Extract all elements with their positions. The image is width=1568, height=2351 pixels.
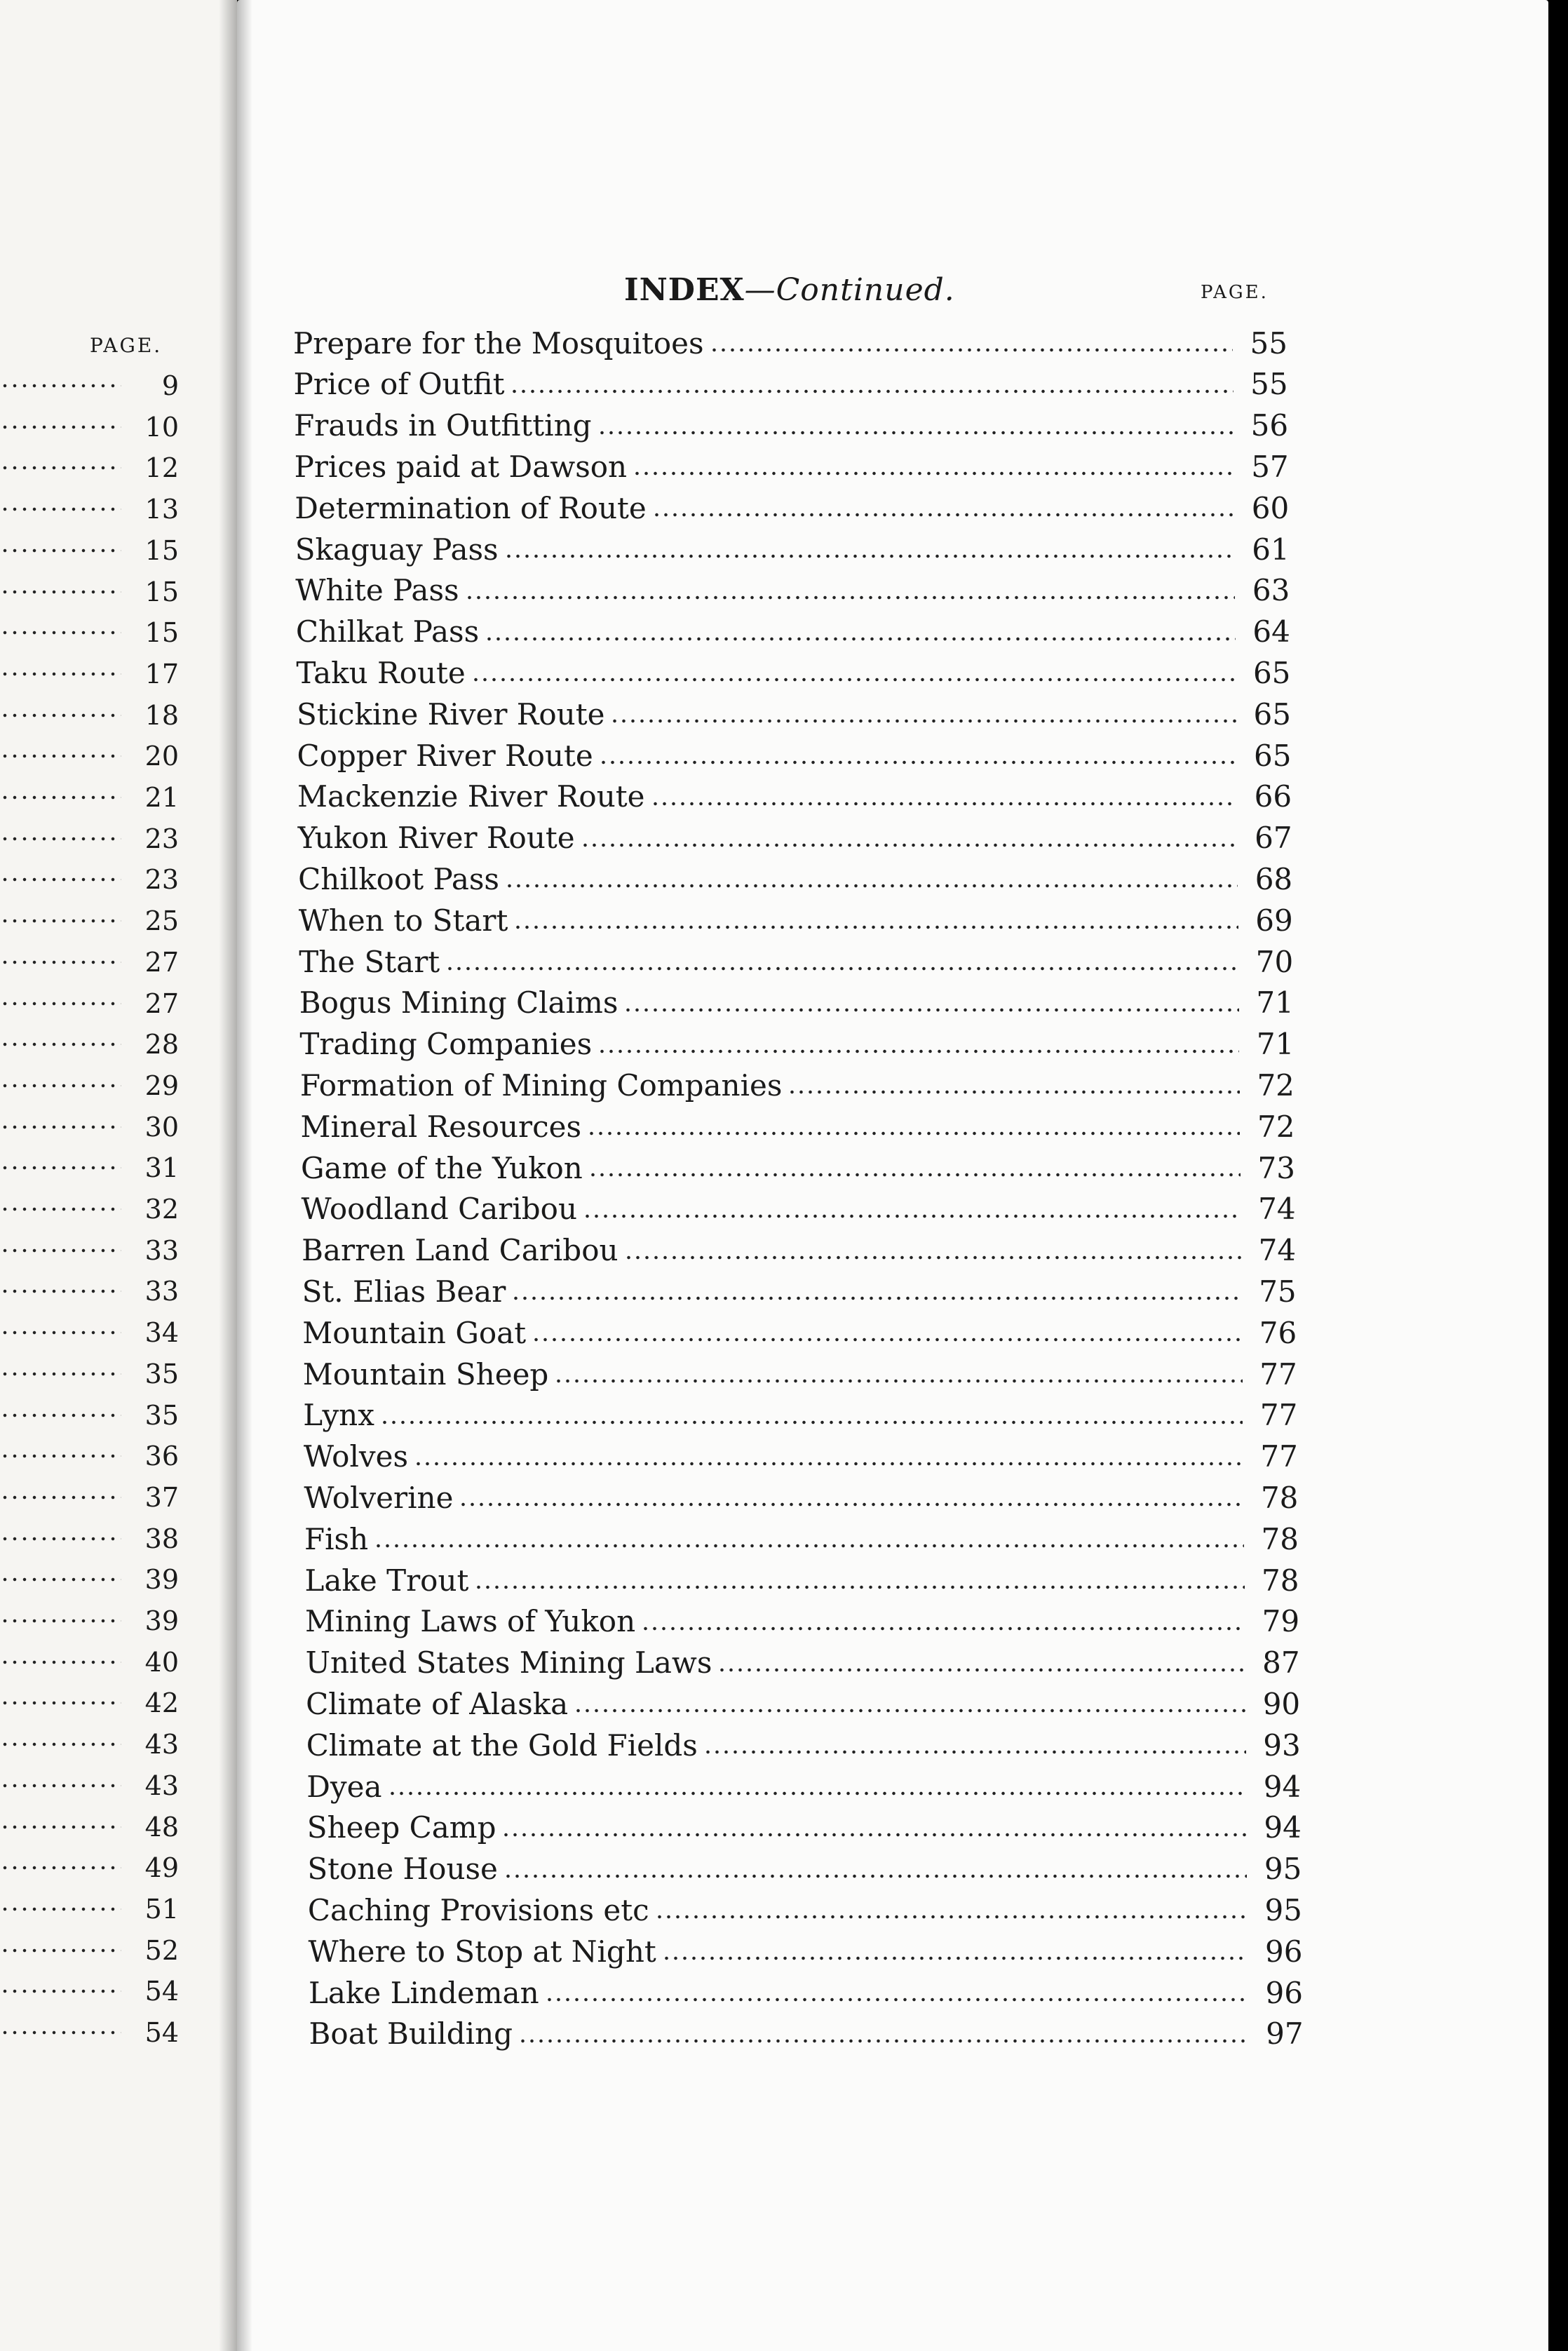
left-page-row xyxy=(0,1807,179,1847)
index-entry-title: Dyea xyxy=(306,1769,382,1804)
dot-leader xyxy=(0,1331,121,1335)
dot-leader xyxy=(788,1090,1239,1094)
left-page-number: 51 xyxy=(144,1893,179,1925)
index-entry-page: 78 xyxy=(1262,1563,1299,1598)
left-page-number: 39 xyxy=(144,1564,179,1596)
index-entry xyxy=(302,1189,1296,1230)
left-page-number: 35 xyxy=(144,1358,179,1389)
left-page-number: 23 xyxy=(144,864,179,896)
dot-leader xyxy=(471,678,1236,682)
index-entry-title: Woodland Caribou xyxy=(301,1192,577,1227)
dot-leader xyxy=(465,595,1236,600)
left-page-row xyxy=(0,654,179,694)
dot-leader xyxy=(0,1248,121,1253)
index-entry xyxy=(309,2014,1304,2054)
dot-leader xyxy=(388,1791,1247,1796)
dot-leader xyxy=(459,1502,1243,1507)
dot-leader xyxy=(0,1372,121,1376)
dot-leader xyxy=(0,1577,121,1582)
left-page-number: 15 xyxy=(144,534,179,566)
index-entry-page: 74 xyxy=(1258,1192,1296,1227)
dot-leader xyxy=(513,925,1238,929)
index-entry-page: 55 xyxy=(1250,325,1287,361)
index-entry xyxy=(299,941,1293,982)
page-column-label: PAGE. xyxy=(1201,282,1269,303)
dot-leader xyxy=(0,713,121,718)
index-entry-title: Taku Route xyxy=(296,655,466,690)
index-entry xyxy=(298,858,1292,899)
left-page-row xyxy=(0,1848,179,1887)
index-entry-title: Climate at the Gold Fields xyxy=(306,1727,698,1763)
dot-leader xyxy=(0,1125,121,1129)
left-page-row xyxy=(0,860,179,899)
index-entry-page: 95 xyxy=(1264,1852,1302,1887)
index-entry-title: Where to Stop at Night xyxy=(308,1934,656,1969)
dot-leader xyxy=(599,760,1237,764)
left-page-row xyxy=(0,819,179,858)
left-page-number: 20 xyxy=(144,741,179,772)
index-entry xyxy=(308,1931,1302,1972)
left-page-number: 43 xyxy=(144,1729,179,1760)
dot-leader xyxy=(0,1866,121,1870)
index-entry xyxy=(299,983,1294,1023)
left-page-number: 10 xyxy=(144,411,179,443)
index-entry-page: 77 xyxy=(1259,1356,1297,1392)
index-entry-page: 94 xyxy=(1263,1769,1302,1804)
index-entry-page: 55 xyxy=(1250,367,1288,402)
left-page-row xyxy=(0,1560,179,1599)
index-entry xyxy=(306,1766,1301,1807)
left-page-row xyxy=(0,1025,179,1064)
left-page-row xyxy=(0,1231,179,1270)
index-entry-title: Lake Lindeman xyxy=(309,1975,539,2010)
dot-leader xyxy=(374,1544,1244,1548)
left-page-row xyxy=(0,531,179,570)
index-entry-title: White Pass xyxy=(295,573,459,608)
index-entry-page: 71 xyxy=(1256,1027,1295,1062)
left-page-number: 40 xyxy=(144,1646,179,1678)
dot-leader xyxy=(511,1296,1241,1300)
index-entry xyxy=(308,1889,1302,1930)
dot-leader xyxy=(710,348,1233,352)
index-entry-page: 60 xyxy=(1251,490,1290,525)
index-entry xyxy=(303,1354,1297,1394)
dot-leader xyxy=(587,1131,1240,1136)
dot-leader xyxy=(581,843,1238,847)
index-entry-title: Yukon River Route xyxy=(297,821,575,856)
left-page-number: 33 xyxy=(144,1276,179,1307)
left-page-row xyxy=(0,1478,179,1517)
index-entry xyxy=(306,1683,1300,1724)
left-page-number: 28 xyxy=(144,1029,179,1060)
index-title xyxy=(624,272,955,308)
left-page-row xyxy=(0,1931,179,1970)
left-page-number: 38 xyxy=(144,1523,179,1554)
dot-leader xyxy=(583,1214,1241,1218)
dot-leader xyxy=(574,1709,1245,1713)
dot-leader xyxy=(505,884,1238,888)
dot-leader xyxy=(0,1742,121,1746)
index-entry xyxy=(304,1436,1298,1477)
left-page-row xyxy=(0,1725,179,1764)
index-entry xyxy=(301,1147,1295,1188)
index-entry-title: Price of Outfit xyxy=(293,367,505,402)
dot-leader xyxy=(532,1338,1242,1342)
left-page-row xyxy=(0,1107,179,1147)
index-entry xyxy=(296,652,1290,693)
left-page-row xyxy=(0,696,179,735)
index-entry-page: 63 xyxy=(1252,573,1290,608)
dot-leader xyxy=(0,1084,121,1088)
dot-leader xyxy=(380,1420,1243,1424)
left-page-number: 42 xyxy=(144,1688,179,1719)
scan-right-edge xyxy=(1548,0,1568,2351)
index-entry xyxy=(300,1106,1295,1147)
index-entry-title: Caching Provisions etc xyxy=(307,1892,649,1927)
dot-leader xyxy=(0,425,121,429)
index-entry-page: 64 xyxy=(1252,614,1290,649)
dot-leader xyxy=(0,1907,121,1911)
left-page-number: 32 xyxy=(144,1194,179,1225)
dot-leader xyxy=(0,672,121,676)
index-entry-title: Stickine River Route xyxy=(296,696,605,732)
index-entry-title: Climate of Alaska xyxy=(306,1686,569,1721)
left-page-row xyxy=(0,490,179,529)
index-entry-page: 72 xyxy=(1257,1109,1295,1144)
index-entry-title: Mountain Goat xyxy=(302,1315,527,1350)
left-page-number: 15 xyxy=(144,617,179,649)
index-entry-page: 73 xyxy=(1257,1150,1295,1185)
left-page-row xyxy=(0,1683,179,1723)
index-entry xyxy=(299,900,1293,941)
left-page-row xyxy=(0,901,179,941)
index-entry xyxy=(297,735,1292,776)
left-page-row xyxy=(0,2013,179,2052)
left-page-number: 29 xyxy=(144,1070,179,1101)
left-page-number: 30 xyxy=(144,1111,179,1143)
index-entry-page: 90 xyxy=(1262,1686,1301,1721)
left-page-row xyxy=(0,572,179,612)
dot-leader xyxy=(0,548,121,553)
dot-leader xyxy=(0,590,121,594)
left-page-row xyxy=(0,1436,179,1476)
dot-leader xyxy=(0,1413,121,1417)
left-page-row xyxy=(0,1601,179,1641)
index-entry-title: St. Elias Bear xyxy=(302,1274,506,1309)
dot-leader xyxy=(624,1255,1242,1260)
left-page-row xyxy=(0,984,179,1023)
index-entry xyxy=(297,776,1292,817)
index-entry-title: Stone House xyxy=(307,1852,498,1887)
index-entry-page: 76 xyxy=(1259,1315,1297,1350)
index-entry-title: Fish xyxy=(304,1521,369,1556)
dot-leader xyxy=(0,507,121,511)
left-page-header: PAGE. xyxy=(90,334,163,357)
index-entry-title: Trading Companies xyxy=(299,1027,593,1062)
index-entry-title: Copper River Route xyxy=(297,738,593,773)
dot-leader xyxy=(414,1462,1243,1466)
dot-leader xyxy=(474,1585,1244,1589)
dot-leader xyxy=(0,795,121,800)
left-page-row xyxy=(0,1396,179,1435)
dot-leader xyxy=(0,1948,121,1953)
index-entry-title: Mackenzie River Route xyxy=(297,779,645,814)
index-entry xyxy=(303,1395,1297,1436)
left-page-row xyxy=(0,1766,179,1805)
index-entry xyxy=(295,570,1290,611)
index-entry xyxy=(302,1312,1297,1353)
index-entry-page: 77 xyxy=(1259,1398,1298,1433)
left-page-row xyxy=(0,448,179,487)
index-entry xyxy=(305,1601,1299,1642)
dot-leader xyxy=(651,802,1238,806)
index-entry-title: Prepare for the Mosquitoes xyxy=(293,325,704,361)
index-entry-title: Boat Building xyxy=(309,2016,513,2052)
index-entry xyxy=(306,1643,1300,1683)
index-entry-title: Lake Trout xyxy=(304,1563,469,1598)
dot-leader xyxy=(652,513,1234,517)
index-entry-page: 78 xyxy=(1261,1521,1299,1556)
left-page-number: 34 xyxy=(144,1317,179,1349)
dot-leader xyxy=(0,1289,121,1293)
dot-leader xyxy=(503,1874,1247,1878)
index-entry-title: Sheep Camp xyxy=(306,1810,496,1845)
index-entry-title: Skaguay Pass xyxy=(295,532,499,567)
index-entry-title: United States Mining Laws xyxy=(305,1645,712,1680)
index-entry-page: 65 xyxy=(1254,738,1292,773)
index-entry-page: 57 xyxy=(1251,449,1289,484)
dot-leader xyxy=(0,1660,121,1664)
left-page-row xyxy=(0,1148,179,1187)
left-page-number: 35 xyxy=(144,1399,179,1431)
dot-leader xyxy=(0,960,121,964)
index-entry-page: 78 xyxy=(1260,1480,1299,1515)
left-page-row xyxy=(0,1889,179,1929)
index-title-continued: —Continued. xyxy=(744,272,955,308)
left-page-number: 25 xyxy=(144,905,179,937)
index-entry xyxy=(294,405,1288,446)
index-entry xyxy=(296,612,1290,652)
left-page-number: 15 xyxy=(144,576,179,607)
dot-leader xyxy=(0,466,121,470)
dot-leader xyxy=(504,554,1235,558)
index-entry-title: Formation of Mining Companies xyxy=(299,1067,783,1103)
left-page-row xyxy=(0,1972,179,2011)
dot-leader xyxy=(717,1668,1245,1672)
index-entry xyxy=(304,1477,1298,1518)
index-entry-title: Mountain Sheep xyxy=(302,1356,549,1392)
dot-leader xyxy=(0,754,121,758)
index-entry-page: 79 xyxy=(1262,1604,1300,1639)
index-entry xyxy=(307,1849,1302,1889)
left-page-row xyxy=(0,1313,179,1352)
index-entry xyxy=(305,1560,1299,1601)
dot-leader xyxy=(0,1042,121,1046)
left-page-number: 9 xyxy=(161,370,179,401)
index-entry xyxy=(302,1271,1297,1312)
dot-leader xyxy=(655,1915,1248,1919)
index-entry-page: 77 xyxy=(1260,1439,1298,1474)
index-entry-page: 56 xyxy=(1250,408,1289,443)
left-page-number: 49 xyxy=(144,1852,179,1884)
dot-leader xyxy=(545,1998,1248,2002)
index-entry-page: 75 xyxy=(1259,1274,1297,1309)
index-entry xyxy=(300,1065,1295,1105)
index-entry-page: 72 xyxy=(1257,1067,1295,1103)
dot-leader xyxy=(0,1537,121,1541)
left-page-row xyxy=(0,1354,179,1394)
left-page-number: 27 xyxy=(144,988,179,1019)
index-entry xyxy=(309,1972,1303,2013)
index-entry xyxy=(295,529,1290,570)
left-page-number: 36 xyxy=(144,1441,179,1472)
index-entry-title: Lynx xyxy=(303,1398,374,1433)
index-entry-title: Wolverine xyxy=(304,1480,454,1515)
index-entry xyxy=(293,323,1287,363)
left-page-row xyxy=(0,1066,179,1105)
dot-leader xyxy=(0,1454,121,1458)
dot-leader xyxy=(0,1825,121,1829)
index-entry-title: Mineral Resources xyxy=(300,1109,582,1144)
index-entry-page: 65 xyxy=(1253,696,1291,732)
dot-leader xyxy=(703,1750,1246,1754)
dot-leader xyxy=(0,1166,121,1170)
dot-leader xyxy=(588,1173,1241,1177)
left-page-number: 12 xyxy=(144,452,179,484)
left-page-number: 52 xyxy=(144,1934,179,1966)
dot-leader xyxy=(501,1833,1246,1837)
left-page-number: 31 xyxy=(144,1152,179,1184)
dot-leader xyxy=(0,1619,121,1623)
dot-leader xyxy=(445,966,1238,971)
left-page-row xyxy=(0,613,179,652)
dot-leader xyxy=(518,2039,1249,2043)
index-entry-page: 96 xyxy=(1265,1975,1303,2010)
dot-leader xyxy=(633,471,1234,476)
index-title-main: INDEX xyxy=(624,272,745,308)
dot-leader xyxy=(0,1701,121,1705)
index-entry-title: Barren Land Caribou xyxy=(302,1233,619,1268)
index-entry xyxy=(299,1024,1294,1065)
dot-leader xyxy=(0,837,121,841)
index-entry-page: 66 xyxy=(1254,779,1292,814)
left-page-row xyxy=(0,778,179,817)
dot-leader xyxy=(662,1956,1248,1960)
index-entry xyxy=(295,446,1289,487)
index-entry-page: 87 xyxy=(1262,1645,1300,1680)
left-page-row xyxy=(0,407,179,447)
dot-leader xyxy=(0,877,121,882)
index-entry-page: 74 xyxy=(1258,1233,1297,1268)
index-entry-title: Wolves xyxy=(303,1439,409,1474)
dot-leader xyxy=(0,1002,121,1006)
dot-leader xyxy=(597,431,1234,435)
left-page xyxy=(0,0,237,2351)
dot-leader xyxy=(0,1495,121,1500)
index-entry-title: Prices paid at Dawson xyxy=(294,449,628,484)
index-entry-page: 96 xyxy=(1264,1934,1303,1969)
left-page-row xyxy=(0,1519,179,1558)
index-entry-page: 97 xyxy=(1266,2016,1304,2052)
left-page-row xyxy=(0,1272,179,1311)
dot-leader xyxy=(0,919,121,923)
left-page-number: 43 xyxy=(144,1770,179,1801)
left-page-number: 37 xyxy=(144,1481,179,1513)
dot-leader xyxy=(554,1379,1242,1383)
left-page-row xyxy=(0,1190,179,1229)
dot-leader xyxy=(597,1049,1239,1053)
index-entry xyxy=(304,1518,1299,1559)
left-page-number: 39 xyxy=(144,1605,179,1636)
left-page-number: 23 xyxy=(144,823,179,854)
index-entry xyxy=(297,694,1291,734)
left-page-number: 54 xyxy=(144,1976,179,2007)
left-page-number: 18 xyxy=(144,699,179,731)
left-page-row xyxy=(0,366,179,405)
index-entry-page: 69 xyxy=(1255,903,1293,938)
index-entry-title: Mining Laws of Yukon xyxy=(305,1604,636,1639)
dot-leader xyxy=(510,389,1233,393)
index-entry-page: 94 xyxy=(1264,1810,1302,1845)
index-entry-title: Determination of Route xyxy=(295,490,647,525)
left-page-row xyxy=(0,1643,179,1682)
left-page-number: 21 xyxy=(144,782,179,813)
index-entry-page: 95 xyxy=(1264,1892,1302,1927)
index-entry-page: 70 xyxy=(1255,944,1294,979)
index-entry-page: 61 xyxy=(1252,532,1290,567)
left-page-number: 17 xyxy=(144,658,179,689)
dot-leader xyxy=(0,1784,121,1788)
dot-leader xyxy=(610,719,1236,723)
index-entry-page: 65 xyxy=(1252,655,1291,690)
dot-leader xyxy=(0,631,121,635)
index-entry xyxy=(294,364,1288,405)
index-entry xyxy=(306,1725,1301,1765)
index-entry-title: Chilkat Pass xyxy=(295,614,480,649)
index-entry-page: 93 xyxy=(1263,1727,1301,1763)
index-entry xyxy=(302,1230,1296,1271)
index-entry-title: Frauds in Outfitting xyxy=(294,408,592,443)
left-page-number: 33 xyxy=(144,1234,179,1266)
dot-leader xyxy=(485,637,1236,641)
dot-leader xyxy=(0,1989,121,1993)
index-entry xyxy=(298,818,1292,858)
index-entry-title: The Start xyxy=(299,944,440,979)
dot-leader xyxy=(0,2030,121,2035)
dot-leader xyxy=(0,384,121,388)
left-page-number: 27 xyxy=(144,946,179,978)
left-page-number: 54 xyxy=(144,2017,179,2048)
left-page-row xyxy=(0,943,179,982)
index-entry xyxy=(307,1807,1302,1848)
index-entry xyxy=(295,487,1289,528)
index-entry-title: Bogus Mining Claims xyxy=(299,985,619,1020)
index-entry-title: Chilkoot Pass xyxy=(298,861,499,896)
left-page-number: 13 xyxy=(144,494,179,525)
index-entry-page: 71 xyxy=(1256,985,1294,1020)
left-page-row xyxy=(0,736,179,776)
dot-leader xyxy=(623,1008,1238,1012)
index-entry-page: 67 xyxy=(1255,821,1292,856)
index-entry-page: 68 xyxy=(1255,861,1293,896)
index-entry-title: When to Start xyxy=(298,903,508,938)
left-page-number: 48 xyxy=(144,1811,179,1843)
index-entry-title: Game of the Yukon xyxy=(301,1150,583,1185)
dot-leader xyxy=(641,1626,1245,1631)
dot-leader xyxy=(0,1207,121,1211)
